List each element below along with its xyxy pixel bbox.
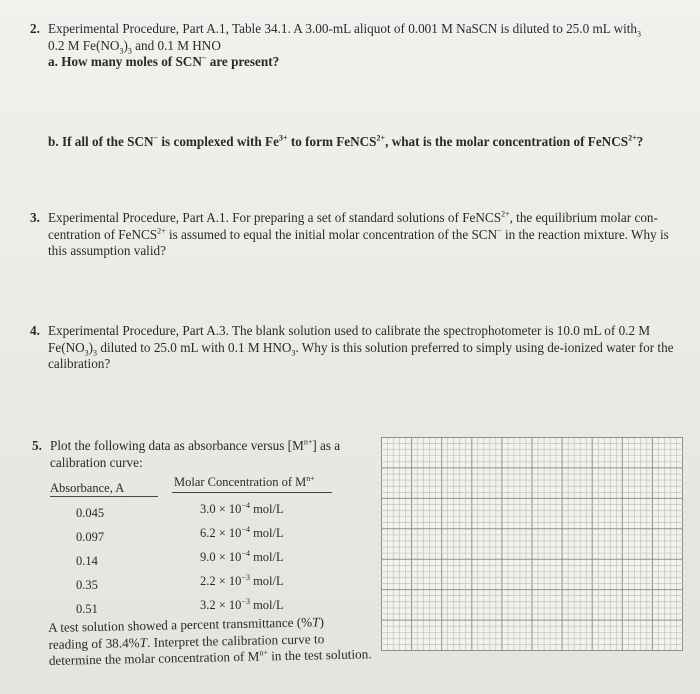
question-2-number: 2. xyxy=(30,21,40,36)
question-5-instruction: A test solution showed a percent transmittance (%T) reading of 38.4%T. Interpret the calibration curve to determine the molar concentration of $M^{n+}$ in the test solution. xyxy=(48,614,372,668)
absorbance-cell: 0.14 xyxy=(76,554,98,568)
question-4-number: 4. xyxy=(30,323,40,338)
absorbance-cell: 0.51 xyxy=(76,602,98,616)
absorbance-cell: 0.045 xyxy=(76,506,105,520)
question-2-line1: Experimental Procedure, Part A.1, Table 34.1. A 3.00-mL aliquot of 0.001 M NaSCN is diluted to 25.0 mL with$_3$ xyxy=(48,21,642,39)
graph-paper[interactable] xyxy=(381,437,683,651)
header-rule-right xyxy=(172,492,332,493)
absorbance-cell: 0.35 xyxy=(76,578,98,592)
absorbance-cell: 0.097 xyxy=(76,530,105,544)
question-4: 4. Experimental Procedure, Part A.3. The blank solution used to calibrate the spectrophotometer is 10.0 mL of 0.2 M $Fe(NO_3)_3$ diluted to 25.0 mL with 0.1 M $HNO_3$. Why is this solution preferred to simply using de-ionized water for the calibration? xyxy=(30,323,674,371)
question-2b: b. If all of the SCN− is complexed with $Fe^{3+}$ to form FeNCS$^{2+}$, what is the molar concentration of FeNCS$^{2+}$? xyxy=(48,133,644,149)
question-3: 3. Experimental Procedure, Part A.1. For preparing a set of standard solutions of FeNCS$^{2+}$, the equilibrium molar con- centration of FeNCS$^{2+}$ is assumed to equal the initial molar concentration of the SCN− in the reaction mixture. Why is this assumption valid? xyxy=(30,209,669,258)
concentration-header: Molar Concentration of $M^{n+}$ xyxy=(174,473,315,489)
concentration-cell: $3.0 \times 10^{-4}$ mol/L xyxy=(200,500,284,516)
question-5-number: 5. xyxy=(32,438,42,453)
question-3-number: 3. xyxy=(30,210,40,225)
concentration-cell: $2.2 \times 10^{-3}$ mol/L xyxy=(200,572,284,588)
concentration-cell: $6.2 \times 10^{-4}$ mol/L xyxy=(200,524,284,540)
question-2a: a. How many moles of SCN− are present? xyxy=(48,53,280,69)
concentration-cell: $3.2 \times 10^{-3}$ mol/L xyxy=(200,596,284,612)
question-2 xyxy=(30,21,688,71)
question-2-line2: 0.2 M $Fe(NO_3)_3$ and 0.1 M HNO xyxy=(48,37,221,56)
calibration-graph-grid[interactable] xyxy=(381,437,683,651)
concentration-cell: $9.0 \times 10^{-4}$ mol/L xyxy=(200,548,284,564)
absorbance-header: Absorbance, A xyxy=(50,481,125,495)
question-5: 5. Plot the following data as absorbance versus $[M^{n+}]$ as a calibration curve: xyxy=(32,437,341,470)
header-rule-left xyxy=(50,496,158,497)
